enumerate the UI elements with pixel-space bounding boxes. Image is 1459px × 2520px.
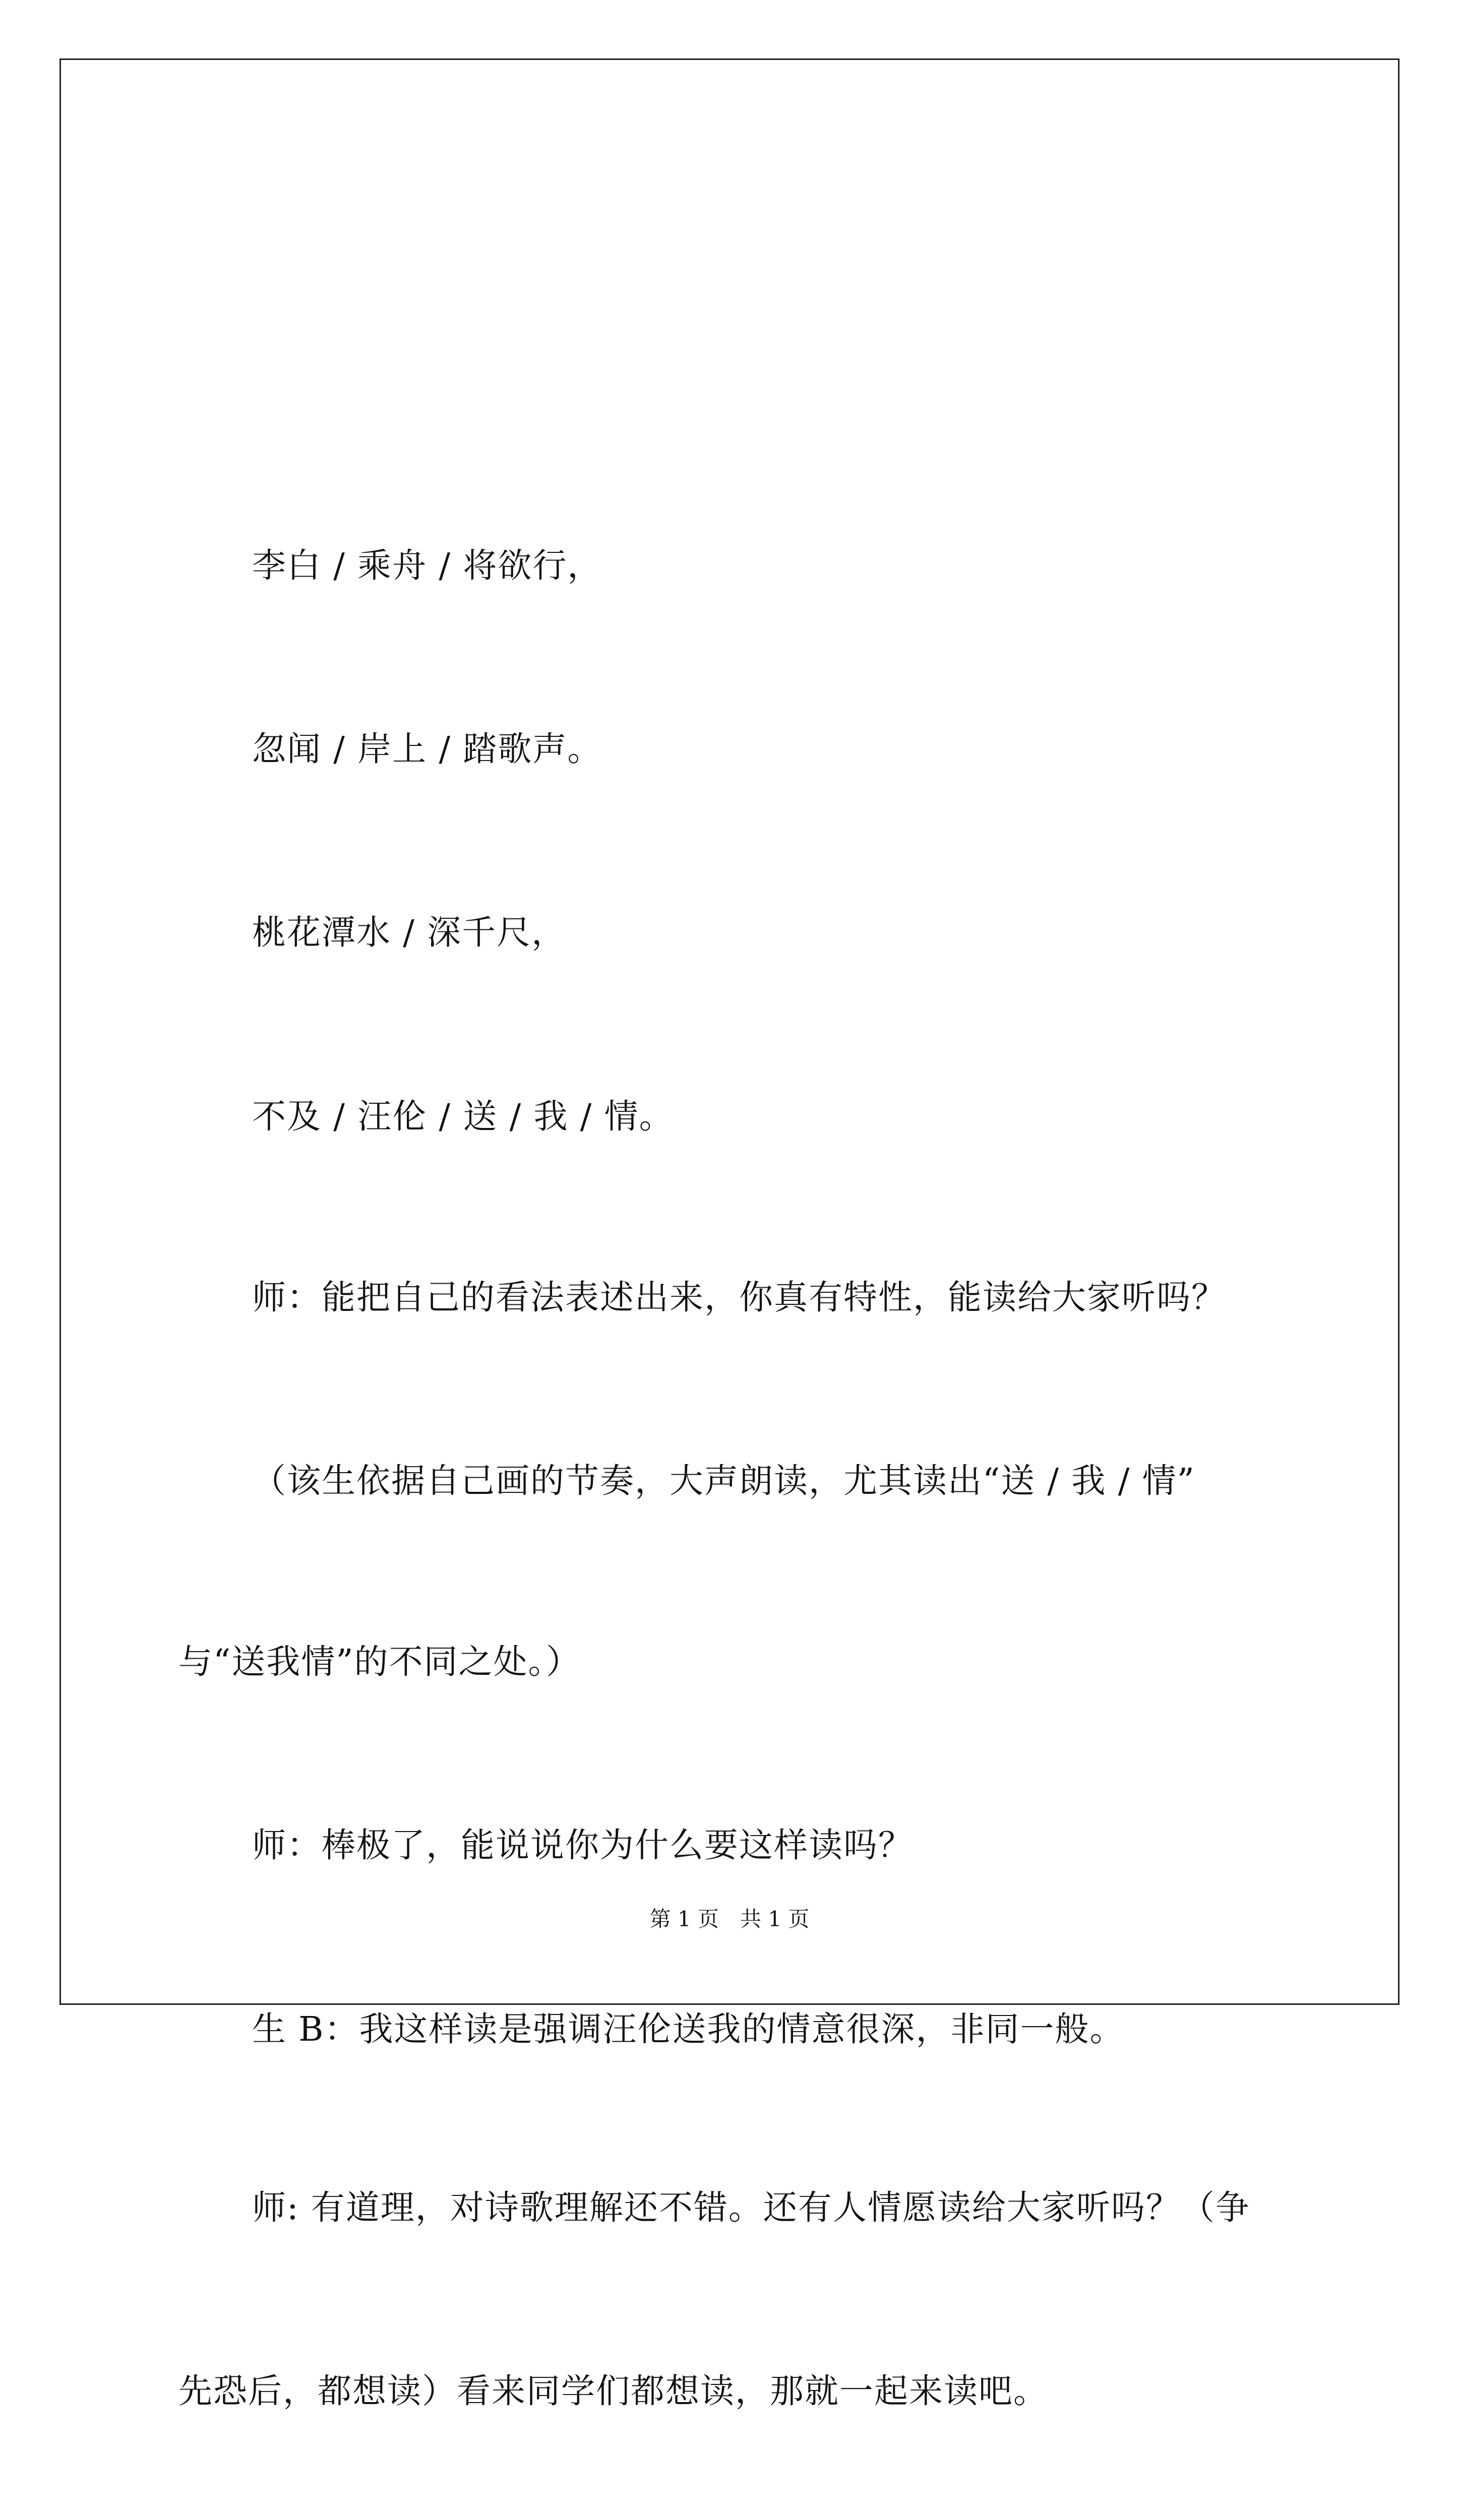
page-footer: 第 1 页 共 1 页 <box>649 1907 810 1931</box>
paragraph-line: 先恐后，都想读）看来同学们都想读，那就一起来读吧。 <box>178 2371 1048 2411</box>
paragraph-line: 师：能把自己的看法表述出来，你真有特性，能读给大家听吗？ <box>252 1278 1226 1317</box>
paragraph-line: 与“送我情”的不同之处。） <box>178 1642 581 1681</box>
paragraph-line: 师: 有道理，对诗歌理解还不错。还有人情愿读给大家听吗？（争 <box>252 2188 1250 2227</box>
poem-line-3: 桃花潭水 / 深千尺， <box>252 913 567 952</box>
poem-line-1: 李白 / 乘舟 / 将欲行， <box>252 546 602 585</box>
poem-line-2: 忽闻 / 岸上 / 踏歌声。 <box>252 729 602 769</box>
paragraph-line: （该生依据自己画的节奏，大声朗读，尤其读出“送 / 我 / 情” <box>252 1461 1195 1500</box>
page-border <box>59 58 1400 2005</box>
poem-line-4: 不及 / 汪伦 / 送 / 我 / 情。 <box>252 1097 674 1136</box>
paragraph-line: 师：棒极了，能说说你为什么要这样读吗？ <box>252 1825 913 1865</box>
paragraph-line: 生 B：我这样读是强调汪伦送我的情意很深，非同一般。 <box>252 2009 1125 2049</box>
